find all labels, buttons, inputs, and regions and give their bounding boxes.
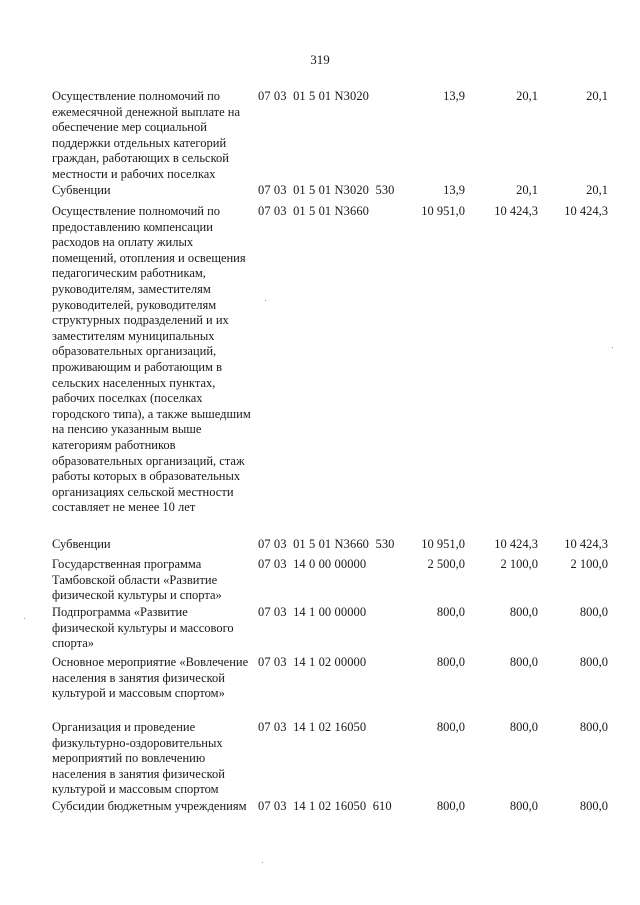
row-value-1: 13,9 <box>443 183 465 197</box>
row-value-3: 800,0 <box>579 799 608 813</box>
row-code: 07 03 01 5 01 N3020 530 <box>258 183 395 197</box>
row-code: 07 03 01 5 01 N3020 <box>258 89 370 103</box>
row-value-3: 10 424,3 <box>564 204 608 218</box>
row-name: Осуществление полномочий по предоставлению компенсации расходов на оплату жилых помещений, отопления и освещения педагогическим работникам, руководителям, заместителям руководителей, руководителям структурных подразделений и их заместителям муниципальных образовательных организаций, проживающим и работающим в сельских населенных пунктах, рабочих поселках (поселках городского типа), а также вышедшим на пенсию указанным выше категориям работников образовательных организаций, стаж работы которых в образовательных организациях сельской местности составляет не менее 10 лет <box>52 204 251 515</box>
row-value-3: 800,0 <box>579 720 608 734</box>
row-value-2: 20,1 <box>516 89 538 103</box>
row-value-1: 800,0 <box>436 720 465 734</box>
row-value-2: 2 100,0 <box>500 557 538 571</box>
scan-speck <box>262 862 263 863</box>
row-value-3: 800,0 <box>579 655 608 669</box>
row-code: 07 03 14 1 00 00000 <box>258 605 367 619</box>
row-name: Государственная программа Тамбовской области «Развитие физической культуры и спорта» <box>52 557 222 603</box>
row-value-3: 20,1 <box>586 89 608 103</box>
row-name: Субвенции <box>52 537 111 551</box>
row-value-1: 10 951,0 <box>421 537 465 551</box>
scan-speck <box>24 618 25 619</box>
row-value-2: 10 424,3 <box>494 537 538 551</box>
scan-speck <box>265 300 266 301</box>
row-value-3: 20,1 <box>586 183 608 197</box>
row-value-1: 800,0 <box>436 605 465 619</box>
row-value-1: 2 500,0 <box>427 557 465 571</box>
row-value-1: 13,9 <box>443 89 465 103</box>
row-value-2: 800,0 <box>509 655 538 669</box>
row-code: 07 03 14 1 02 16050 <box>258 720 367 734</box>
row-name: Основное мероприятие «Вовлечение населения в занятия физической культурой и массовым спортом» <box>52 655 249 701</box>
row-value-1: 800,0 <box>436 655 465 669</box>
row-value-1: 800,0 <box>436 799 465 813</box>
row-value-3: 10 424,3 <box>564 537 608 551</box>
scan-speck <box>612 347 613 348</box>
row-value-2: 800,0 <box>509 799 538 813</box>
row-name: Организация и проведение физкультурно-оздоровительных мероприятий по вовлечению населения в занятия физической культурой и массовым спортом <box>52 720 225 797</box>
page-number: 319 <box>310 52 330 67</box>
row-name: Осуществление полномочий по ежемесячной денежной выплате на обеспечение мер социальной поддержки отдельных категорий граждан, работающих в сельской местности и рабочих поселках <box>52 89 241 181</box>
row-value-3: 800,0 <box>579 605 608 619</box>
row-value-2: 10 424,3 <box>494 204 538 218</box>
row-code: 07 03 01 5 01 N3660 <box>258 204 370 218</box>
row-value-2: 800,0 <box>509 605 538 619</box>
row-code: 07 03 14 0 00 00000 <box>258 557 367 571</box>
row-code: 07 03 14 1 02 16050 610 <box>258 799 392 813</box>
row-name: Субсидии бюджетным учреждениям <box>52 799 247 813</box>
row-name: Субвенции <box>52 183 111 197</box>
row-name: Подпрограмма «Развитие физической культуры и массового спорта» <box>52 605 234 651</box>
row-value-2: 800,0 <box>509 720 538 734</box>
row-code: 07 03 01 5 01 N3660 530 <box>258 537 395 551</box>
row-value-3: 2 100,0 <box>570 557 608 571</box>
row-value-2: 20,1 <box>516 183 538 197</box>
row-value-1: 10 951,0 <box>421 204 465 218</box>
row-code: 07 03 14 1 02 00000 <box>258 655 367 669</box>
